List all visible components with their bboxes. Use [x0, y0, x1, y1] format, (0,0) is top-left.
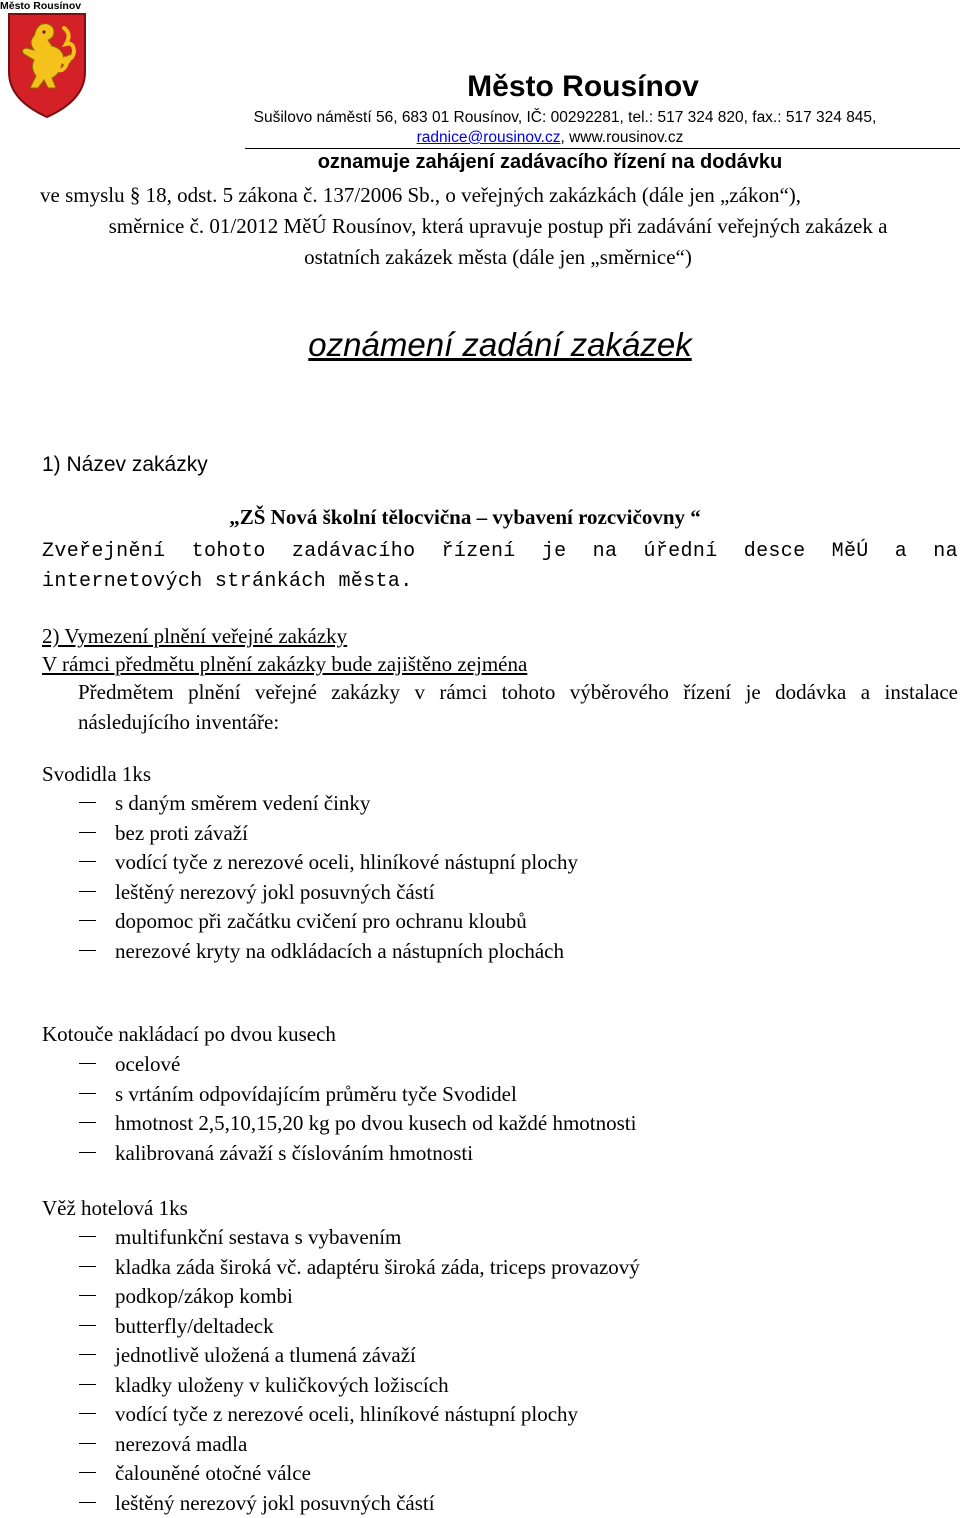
dash-bullet [79, 1295, 96, 1296]
contract-name: „ZŠ Nová školní tělocvična – vybavení rozcvičovny “ [0, 505, 930, 530]
group-title: Svodidla 1ks [42, 760, 151, 790]
dash-bullet [79, 1443, 96, 1444]
separator: , [560, 129, 569, 146]
section-1-title: 1) Název zakázky [42, 450, 208, 480]
city-name: Město Rousínov [0, 70, 960, 104]
list-item: čalouněné otočné válce [42, 1459, 958, 1489]
dash-bullet [79, 891, 96, 892]
dash-bullet [79, 1325, 96, 1326]
dash-bullet [79, 950, 96, 951]
publication-note: Zveřejnění tohoto zadávacího řízení je na úřední desce MěÚ a na internetových stránkách města. [42, 537, 958, 597]
address: Sušilovo náměstí 56, 683 01 Rousínov, IČ: 00292281, tel.: 517 324 820, fax.: 517 324 845, [170, 109, 960, 127]
dash-bullet [79, 832, 96, 833]
dash-bullet [79, 1472, 96, 1473]
item-list [42, 789, 958, 966]
crest-label: Město Rousínov [0, 0, 112, 12]
list-item: nerezová madla [42, 1430, 958, 1460]
intro-line-1: ve smyslu § 18, odst. 5 zákona č. 137/2006 Sb., o veřejných zakázkách (dále jen „zákon“), [40, 180, 956, 211]
section-2-title: 2) Vymezení plnění veřejné zakázky [42, 622, 347, 652]
section-2-text: Předmětem plnění veřejné zakázky v rámci tohoto výběrového řízení je dodávka a instalace následujícího inventáře: [78, 678, 958, 737]
list-item: s daným směrem vedení činky [42, 789, 958, 819]
dash-bullet [79, 1384, 96, 1385]
intro-line-2: směrnice č. 01/2012 MěÚ Rousínov, která upravuje postup při zadávání veřejných zakázek a [40, 211, 956, 242]
contact-links [170, 129, 930, 147]
list-item: hmotnost 2,5,10,15,20 kg po dvou kusech od každé hmotnosti [42, 1109, 958, 1139]
dash-bullet [79, 1063, 96, 1064]
list-item: jednotlivě uložená a tlumená závaží [42, 1341, 958, 1371]
list-item: ocelové [42, 1050, 958, 1080]
list-item: bez proti závaží [42, 819, 958, 849]
item-list [42, 1223, 958, 1518]
list-item: leštěný nerezový jokl posuvných částí [42, 878, 958, 908]
dash-bullet [79, 1122, 96, 1123]
list-item: podkop/zákop kombi [42, 1282, 958, 1312]
dash-bullet [79, 1413, 96, 1414]
list-item: butterfly/deltadeck [42, 1312, 958, 1342]
intro-paragraph [40, 180, 956, 273]
dash-bullet [79, 1093, 96, 1094]
list-item: kladky uloženy v kuličkových ložiscích [42, 1371, 958, 1401]
document-heading: oznámení zadání zakázek [0, 326, 960, 364]
dash-bullet [79, 1502, 96, 1503]
dash-bullet [79, 1354, 96, 1355]
dash-bullet [79, 1236, 96, 1237]
list-item: multifunkční sestava s vybavením [42, 1223, 958, 1253]
list-item: s vrtáním odpovídajícím průměru tyče Svodidel [42, 1080, 958, 1110]
section-2-subtitle: V rámci předmětu plnění zakázky bude zajištěno zejména [42, 650, 527, 680]
dash-bullet [79, 802, 96, 803]
dash-bullet [79, 920, 96, 921]
list-item: kalibrovaná závaží s číslováním hmotnosti [42, 1139, 958, 1169]
intro-line-3: ostatních zakázek města (dále jen „směrnice“) [40, 242, 956, 273]
web-address[interactable]: www.rousinov.cz [569, 129, 683, 146]
list-item: vodící tyče z nerezové oceli, hliníkové nástupní plochy [42, 1400, 958, 1430]
dash-bullet [79, 861, 96, 862]
group-title: Kotouče nakládací po dvou kusech [42, 1020, 336, 1050]
list-item: dopomoc při začátku cvičení pro ochranu kloubů [42, 907, 958, 937]
dash-bullet [79, 1152, 96, 1153]
item-list [42, 1050, 958, 1168]
list-item: vodící tyče z nerezové oceli, hliníkové nástupní plochy [42, 848, 958, 878]
group-title: Věž hotelová 1ks [42, 1194, 188, 1224]
list-item: leštěný nerezový jokl posuvných částí [42, 1489, 958, 1518]
list-item: kladka záda široká vč. adaptéru široká záda, triceps provazový [42, 1253, 958, 1283]
email-link[interactable]: radnice@rousinov.cz [417, 129, 561, 146]
dash-bullet [79, 1266, 96, 1267]
list-item: nerezové kryty na odkládacích a nástupních plochách [42, 937, 958, 967]
header-rule [245, 148, 960, 149]
announcement: oznamuje zahájení zadávacího řízení na dodávku [170, 151, 930, 174]
